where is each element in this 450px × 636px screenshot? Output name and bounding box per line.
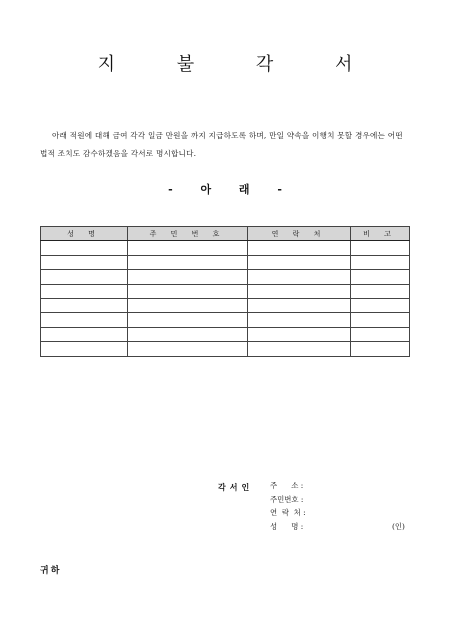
table-cell[interactable] bbox=[351, 313, 410, 327]
table-cell[interactable] bbox=[248, 327, 351, 341]
document-title: 지 불 각 서 bbox=[97, 54, 381, 75]
table-cell[interactable] bbox=[351, 241, 410, 255]
table-cell[interactable] bbox=[128, 270, 248, 284]
table-cell[interactable] bbox=[351, 298, 410, 312]
table-cell[interactable] bbox=[41, 284, 128, 298]
table-cell[interactable] bbox=[128, 342, 248, 356]
table-row bbox=[41, 284, 410, 298]
recipient-table bbox=[40, 226, 410, 357]
table-cell[interactable] bbox=[128, 298, 248, 312]
table-cell[interactable] bbox=[41, 241, 128, 255]
table-row bbox=[41, 270, 410, 284]
signature-seal: (인) bbox=[392, 521, 405, 531]
table-cell[interactable] bbox=[351, 284, 410, 298]
table-cell[interactable] bbox=[248, 255, 351, 269]
header-name: 성 명 bbox=[41, 227, 128, 241]
addressee-suffix: 귀하 bbox=[40, 566, 62, 576]
table-row bbox=[41, 241, 410, 255]
signature-field-resident-number bbox=[270, 494, 420, 506]
signature-field-label: 주민번호 : bbox=[270, 494, 304, 504]
signature-field-address bbox=[270, 480, 420, 492]
signature-field-contact bbox=[270, 507, 420, 519]
table-cell[interactable] bbox=[41, 342, 128, 356]
pledge-paragraph: 아래 적원에 대해 금여 각각 일금 만원을 까지 지급하도록 하며, 만일 약속을 이행치 못할 경우에는 어떤 법적 조치도 감수하겠음을 각서로 명시합니다. bbox=[40, 131, 403, 158]
table-cell[interactable] bbox=[248, 284, 351, 298]
table-cell[interactable] bbox=[128, 241, 248, 255]
table-row bbox=[41, 255, 410, 269]
table-row bbox=[41, 313, 410, 327]
header-remarks: 비 고 bbox=[351, 227, 410, 241]
table-cell[interactable] bbox=[248, 241, 351, 255]
table-cell[interactable] bbox=[351, 342, 410, 356]
table-row bbox=[41, 327, 410, 341]
table-cell[interactable] bbox=[41, 270, 128, 284]
table-cell[interactable] bbox=[41, 327, 128, 341]
table-cell[interactable] bbox=[128, 327, 248, 341]
table-cell[interactable] bbox=[248, 298, 351, 312]
table-row bbox=[41, 342, 410, 356]
signature-field-label: 연 락 처 : bbox=[270, 508, 306, 517]
signature-field-label: 성 명 : bbox=[270, 521, 304, 531]
header-contact: 연 락 처 bbox=[248, 227, 351, 241]
signature-field-name bbox=[270, 521, 420, 533]
table-cell[interactable] bbox=[248, 313, 351, 327]
table-header-row bbox=[41, 227, 410, 241]
subheading: - 아 래 - bbox=[168, 183, 294, 196]
table-cell[interactable] bbox=[351, 327, 410, 341]
table-cell[interactable] bbox=[248, 270, 351, 284]
table-row bbox=[41, 298, 410, 312]
table-cell[interactable] bbox=[41, 298, 128, 312]
table-cell[interactable] bbox=[128, 255, 248, 269]
table-cell[interactable] bbox=[41, 313, 128, 327]
signature-field-label: 주 소 : bbox=[270, 481, 304, 490]
signer-label: 각서인 bbox=[218, 482, 254, 492]
table-cell[interactable] bbox=[248, 342, 351, 356]
table-cell[interactable] bbox=[351, 255, 410, 269]
table-cell[interactable] bbox=[128, 313, 248, 327]
table-cell[interactable] bbox=[128, 284, 248, 298]
table-cell[interactable] bbox=[351, 270, 410, 284]
header-resident-number: 주 민 번 호 bbox=[128, 227, 248, 241]
table-cell[interactable] bbox=[41, 255, 128, 269]
